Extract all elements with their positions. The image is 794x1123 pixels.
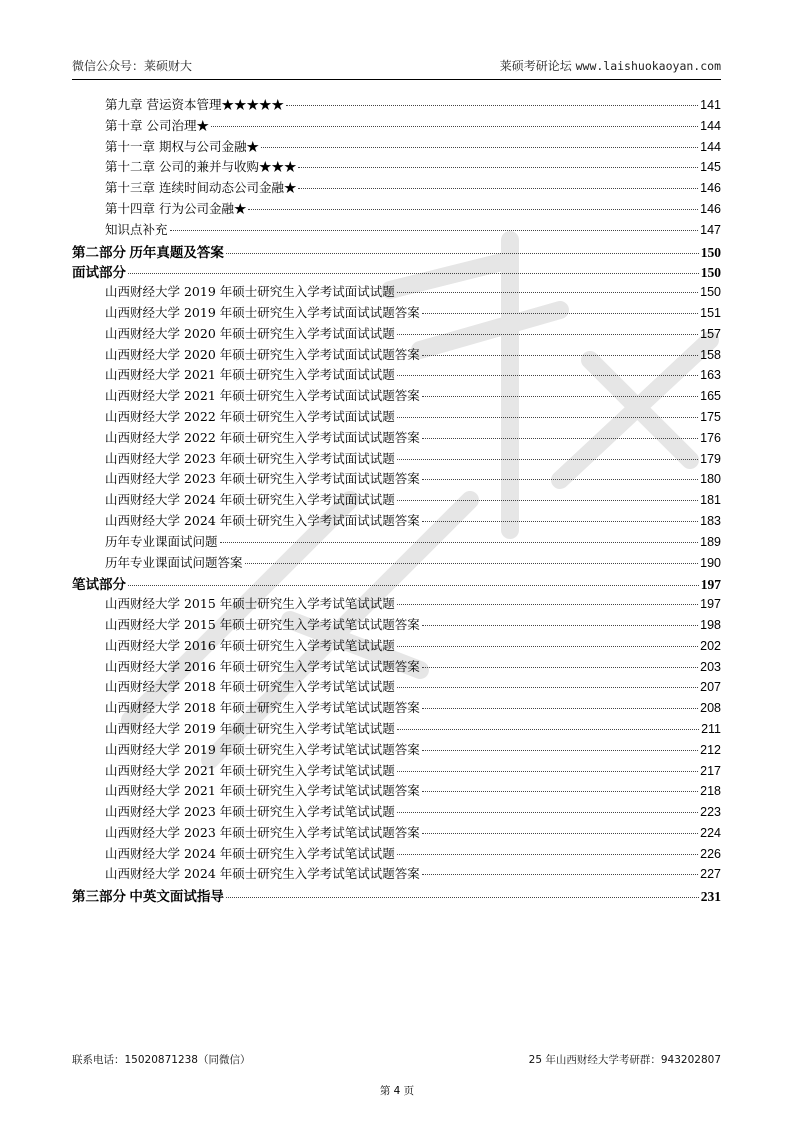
dot-leader	[397, 771, 698, 772]
toc-entry-page: 150	[700, 265, 721, 281]
toc-entry-title: 知识点补充	[105, 221, 168, 237]
toc-entry-page: 189	[700, 534, 721, 549]
dot-leader	[226, 253, 699, 254]
toc-entry[interactable]	[72, 636, 721, 657]
toc-entry[interactable]	[72, 594, 721, 615]
toc-entry-page: 207	[700, 680, 721, 695]
header-forum	[500, 57, 721, 74]
toc-entry-page: 226	[700, 846, 721, 861]
footer-qq-group: 25 年山西财经大学考研群：943202807	[528, 1054, 721, 1066]
toc-entry[interactable]	[72, 553, 721, 574]
toc-entry[interactable]	[72, 95, 721, 116]
toc-entry-title: 山西财经大学 2021 年硕士研究生入学考试面试试题	[105, 367, 395, 383]
dot-leader	[397, 459, 698, 460]
dot-leader	[397, 500, 698, 501]
dot-leader	[245, 563, 699, 564]
toc-entry-page: 190	[700, 555, 721, 570]
toc-section-entry[interactable]	[72, 885, 721, 906]
toc-entry-title: 山西财经大学 2019 年硕士研究生入学考试面试试题	[105, 284, 395, 300]
toc-entry-title: 山西财经大学 2024 年硕士研究生入学考试面试试题	[105, 492, 395, 508]
toc-entry-title: 第十二章 公司的兼并与收购★★★	[105, 159, 297, 175]
dot-leader	[422, 750, 698, 751]
toc-entry[interactable]	[72, 844, 721, 865]
toc-entry[interactable]	[72, 137, 721, 158]
toc-entry-page: 151	[700, 305, 721, 320]
toc-entry-title: 山西财经大学 2022 年硕士研究生入学考试面试试题	[105, 408, 395, 424]
page-number: 第 4 页	[379, 1085, 415, 1097]
toc-entry-page: 224	[700, 825, 721, 840]
toc-entry-page: 150	[700, 285, 721, 300]
toc-entry-title: 山西财经大学 2015 年硕士研究生入学考试笔试试题	[105, 596, 395, 612]
toc-entry[interactable]	[72, 282, 721, 303]
dot-leader	[397, 687, 698, 688]
dot-leader	[226, 897, 699, 898]
toc-entry[interactable]	[72, 199, 721, 220]
toc-entry-page: 198	[700, 617, 721, 632]
dot-leader	[422, 438, 698, 439]
dot-leader	[248, 209, 698, 210]
dot-leader	[397, 375, 698, 376]
toc-entry-page: 217	[700, 763, 721, 778]
toc-entry-title: 山西财经大学 2019 年硕士研究生入学考试笔试试题	[105, 720, 395, 736]
dot-leader	[397, 604, 698, 605]
toc-entry-page: 202	[700, 638, 721, 653]
toc-entry-page: 157	[700, 326, 721, 341]
toc-entry-title: 面试部分	[72, 265, 126, 281]
dot-leader	[397, 646, 698, 647]
toc-entry-page: 176	[700, 430, 721, 445]
toc-entry-page: 163	[700, 368, 721, 383]
header-rule	[72, 79, 721, 80]
toc-entry-title: 第三部分 中英文面试指导	[72, 889, 224, 905]
toc-entry-title: 山西财经大学 2019 年硕士研究生入学考试面试试题答案	[105, 304, 420, 320]
dot-leader	[286, 105, 698, 106]
dot-leader	[422, 874, 698, 875]
toc-entry[interactable]	[72, 345, 721, 366]
toc-entry-page: 212	[700, 742, 721, 757]
toc-entry-title: 第二部分 历年真题及答案	[72, 244, 224, 260]
dot-leader	[422, 479, 698, 480]
toc-section-entry[interactable]	[72, 261, 721, 282]
toc-entry-title: 山西财经大学 2021 年硕士研究生入学考试笔试试题答案	[105, 783, 420, 799]
dot-leader	[422, 791, 698, 792]
toc-entry[interactable]	[72, 698, 721, 719]
toc-entry-page: 203	[700, 659, 721, 674]
dot-leader	[422, 355, 698, 356]
toc-entry-page: 227	[700, 867, 721, 882]
toc-entry-page: 218	[700, 784, 721, 799]
toc-entry-title: 笔试部分	[72, 577, 126, 593]
toc-entry[interactable]	[72, 386, 721, 407]
toc-entry-title: 山西财经大学 2018 年硕士研究生入学考试笔试试题	[105, 679, 395, 695]
toc-entry[interactable]	[72, 157, 721, 178]
toc-entry[interactable]	[72, 781, 721, 802]
toc-entry[interactable]	[72, 469, 721, 490]
toc-entry-title: 山西财经大学 2024 年硕士研究生入学考试笔试试题	[105, 845, 395, 861]
toc-entry-page: 147	[700, 222, 721, 237]
dot-leader	[422, 833, 698, 834]
toc-entry-title: 山西财经大学 2020 年硕士研究生入学考试面试试题	[105, 325, 395, 341]
toc-entry[interactable]	[72, 864, 721, 885]
toc-entry-title: 山西财经大学 2015 年硕士研究生入学考试笔试试题答案	[105, 616, 420, 632]
toc-entry[interactable]	[72, 428, 721, 449]
toc-entry[interactable]	[72, 532, 721, 553]
dot-leader	[211, 126, 698, 127]
toc-entry-title: 山西财经大学 2024 年硕士研究生入学考试笔试试题答案	[105, 866, 420, 882]
toc-entry-title: 山西财经大学 2023 年硕士研究生入学考试面试试题答案	[105, 471, 420, 487]
toc-entry[interactable]	[72, 365, 721, 386]
dot-leader	[170, 230, 699, 231]
table-of-contents	[72, 95, 721, 906]
toc-entry-page: 150	[700, 244, 721, 260]
toc-entry-page: 197	[700, 577, 721, 593]
toc-entry[interactable]	[72, 761, 721, 782]
toc-entry[interactable]	[72, 802, 721, 823]
toc-entry-page: 144	[700, 139, 721, 154]
dot-leader	[422, 521, 698, 522]
header-forum-label: 莱硕考研论坛	[499, 59, 572, 73]
toc-entry-title: 历年专业课面试问题	[105, 533, 218, 549]
dot-leader	[298, 167, 698, 168]
toc-entry-title: 山西财经大学 2021 年硕士研究生入学考试笔试试题	[105, 762, 395, 778]
toc-entry-title: 山西财经大学 2021 年硕士研究生入学考试面试试题答案	[105, 388, 420, 404]
dot-leader	[422, 708, 698, 709]
toc-entry-page: 197	[700, 597, 721, 612]
toc-entry-title: 山西财经大学 2016 年硕士研究生入学考试笔试试题	[105, 637, 395, 653]
toc-entry[interactable]	[72, 615, 721, 636]
toc-entry-title: 山西财经大学 2024 年硕士研究生入学考试面试试题答案	[105, 512, 420, 528]
toc-entry[interactable]	[72, 303, 721, 324]
dot-leader	[422, 396, 698, 397]
toc-entry[interactable]	[72, 490, 721, 511]
toc-entry-title: 山西财经大学 2022 年硕士研究生入学考试面试试题答案	[105, 429, 420, 445]
dot-leader	[220, 542, 699, 543]
header-forum-url[interactable]: www.laishuokaoyan.com	[575, 59, 721, 73]
dot-leader	[397, 417, 698, 418]
toc-entry[interactable]	[72, 677, 721, 698]
dot-leader	[298, 188, 698, 189]
toc-entry-title: 山西财经大学 2023 年硕士研究生入学考试笔试试题答案	[105, 824, 420, 840]
toc-entry-page: 145	[700, 160, 721, 175]
dot-leader	[422, 667, 698, 668]
dot-leader	[422, 313, 698, 314]
toc-entry-title: 山西财经大学 2018 年硕士研究生入学考试笔试试题答案	[105, 700, 420, 716]
toc-entry[interactable]	[72, 740, 721, 761]
toc-entry-title: 第九章 营运资本管理★★★★★	[105, 97, 284, 112]
footer-contact-phone: 联系电话：15020871238（同微信）	[72, 1054, 251, 1066]
header-wechat-account: 微信公众号：莱硕财大	[72, 59, 193, 73]
toc-entry-title: 山西财经大学 2016 年硕士研究生入学考试笔试试题答案	[105, 658, 420, 674]
toc-entry-page: 146	[700, 201, 721, 216]
toc-entry-page: 208	[700, 701, 721, 716]
toc-entry-title: 山西财经大学 2023 年硕士研究生入学考试面试试题	[105, 450, 395, 466]
toc-entry-title: 第十三章 连续时间动态公司金融★	[105, 180, 297, 196]
toc-entry-title: 第十四章 行为公司金融★	[105, 200, 247, 216]
toc-entry-page: 141	[700, 98, 721, 112]
toc-entry[interactable]	[72, 511, 721, 532]
toc-entry-title: 山西财经大学 2020 年硕士研究生入学考试面试试题答案	[105, 346, 420, 362]
toc-section-entry[interactable]	[72, 573, 721, 594]
toc-entry-title: 第十一章 期权与公司金融★	[105, 138, 259, 154]
toc-entry-page: 180	[700, 472, 721, 487]
toc-entry-page: 175	[700, 409, 721, 424]
toc-entry-page: 183	[700, 513, 721, 528]
toc-entry[interactable]	[72, 220, 721, 241]
dot-leader	[261, 147, 698, 148]
toc-entry-title: 山西财经大学 2019 年硕士研究生入学考试笔试试题答案	[105, 741, 420, 757]
toc-entry[interactable]	[72, 449, 721, 470]
toc-entry-page: 223	[700, 805, 721, 820]
page-header	[72, 57, 721, 77]
toc-entry-page: 146	[700, 181, 721, 196]
toc-entry[interactable]	[72, 116, 721, 137]
dot-leader	[397, 292, 698, 293]
dot-leader	[397, 729, 699, 730]
toc-entry-page: 144	[700, 118, 721, 133]
dot-leader	[397, 854, 698, 855]
toc-entry[interactable]	[72, 823, 721, 844]
toc-entry-page: 179	[700, 451, 721, 466]
dot-leader	[422, 625, 698, 626]
toc-entry[interactable]	[72, 657, 721, 678]
toc-entry[interactable]	[72, 719, 721, 740]
toc-entry[interactable]	[72, 324, 721, 345]
toc-entry-page: 165	[700, 389, 721, 404]
toc-entry-page: 211	[701, 721, 721, 736]
toc-entry-page: 181	[700, 493, 721, 508]
dot-leader	[128, 585, 699, 586]
toc-entry-title: 山西财经大学 2023 年硕士研究生入学考试笔试试题	[105, 804, 395, 820]
toc-entry[interactable]	[72, 407, 721, 428]
toc-entry[interactable]	[72, 178, 721, 199]
toc-entry-page: 158	[700, 347, 721, 362]
dot-leader	[128, 273, 699, 274]
toc-entry-page: 231	[700, 889, 721, 905]
dot-leader	[397, 812, 698, 813]
toc-section-entry[interactable]	[72, 241, 721, 262]
dot-leader	[397, 334, 698, 335]
toc-entry-title: 第十章 公司治理★	[105, 117, 209, 133]
toc-entry-title: 历年专业课面试问题答案	[105, 554, 243, 570]
